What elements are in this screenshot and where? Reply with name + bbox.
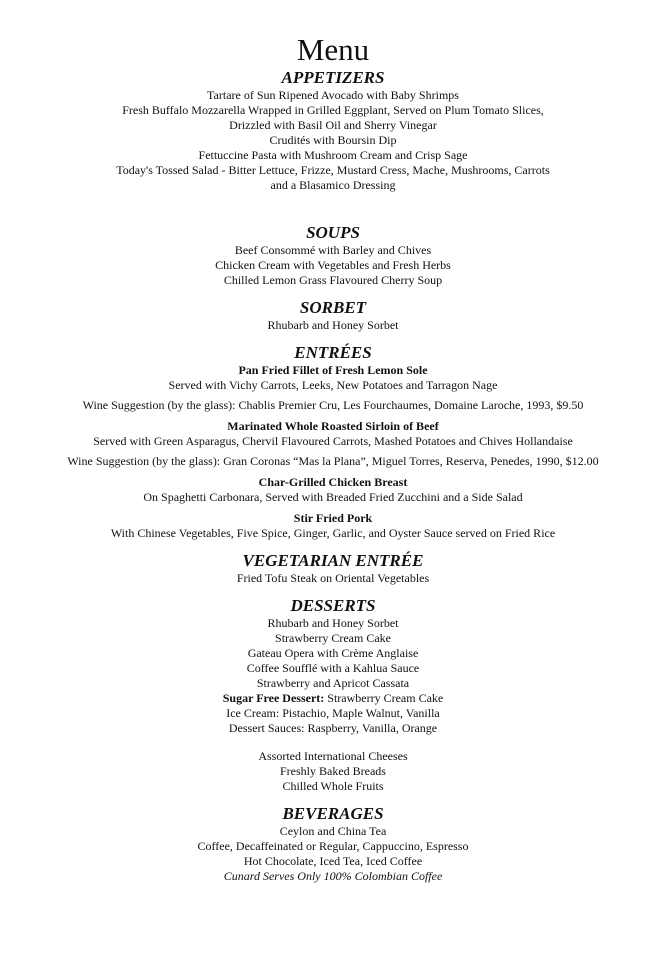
- entree-description: On Spaghetti Carbonara, Served with Breaded Fried Zucchini and a Side Salad: [143, 490, 523, 504]
- entree-description: Served with Vichy Carrots, Leeks, New Potatoes and Tarragon Nage: [168, 378, 498, 392]
- menu-line: Crudités with Boursin Dip: [269, 133, 397, 147]
- menu-line: Fresh Buffalo Mozzarella Wrapped in Grilled Eggplant, Served on Plum Tomato Slices,: [122, 103, 544, 117]
- appetizers-section: [0, 68, 666, 193]
- menu-line: Tartare of Sun Ripened Avocado with Baby Shrimps: [207, 88, 459, 102]
- sorbet-section: [0, 298, 666, 333]
- menu-line: Dessert Sauces: Raspberry, Vanilla, Orange: [228, 721, 438, 735]
- section-heading-entrees: ENTRÉES: [294, 343, 372, 362]
- sugar-free-dessert-line: [0, 691, 666, 706]
- entree-name: Char-Grilled Chicken Breast: [258, 475, 408, 489]
- menu-line: Fettuccine Pasta with Mushroom Cream and Crisp Sage: [198, 148, 468, 162]
- sugar-free-value: Strawberry Cream Cake: [324, 691, 444, 705]
- entree-description: Served with Green Asparagus, Chervil Flavoured Carrots, Mashed Potatoes and Chives Hollandaise: [93, 434, 573, 448]
- wine-suggestion: Wine Suggestion (by the glass): Gran Coronas “Mas la Plana”, Miguel Torres, Reserva, Penedes, 1990, $12.00: [67, 454, 599, 468]
- beverages-section: [0, 804, 666, 884]
- menu-line: Chilled Whole Fruits: [282, 779, 384, 793]
- soups-section: [0, 223, 666, 288]
- entrees-section: [0, 343, 666, 541]
- wine-suggestion: Wine Suggestion (by the glass): Chablis Premier Cru, Les Fourchaumes, Domaine Laroche, 1993, $9.50: [82, 398, 584, 412]
- menu-line: Strawberry and Apricot Cassata: [256, 676, 410, 690]
- entree-description: With Chinese Vegetables, Five Spice, Ginger, Garlic, and Oyster Sauce served on Fried Rice: [110, 526, 556, 540]
- sugar-free-label: Sugar Free Dessert:: [222, 691, 325, 705]
- menu-line: Beef Consommé with Barley and Chives: [234, 243, 432, 257]
- entree-name: Stir Fried Pork: [293, 511, 373, 525]
- menu-line: Fried Tofu Steak on Oriental Vegetables: [236, 571, 430, 585]
- section-heading-soups: SOUPS: [306, 223, 360, 242]
- menu-line: Hot Chocolate, Iced Tea, Iced Coffee: [243, 854, 423, 868]
- menu-line: Rhubarb and Honey Sorbet: [267, 616, 399, 630]
- entree-name: Marinated Whole Roasted Sirloin of Beef: [227, 419, 439, 433]
- vegetarian-section: [0, 551, 666, 586]
- section-heading-beverages: BEVERAGES: [282, 804, 384, 823]
- section-heading-sorbet: SORBET: [299, 298, 367, 317]
- coffee-note: Cunard Serves Only 100% Colombian Coffee: [223, 869, 443, 883]
- menu-line: and a Blasamico Dressing: [270, 178, 396, 192]
- entree-name: Pan Fried Fillet of Fresh Lemon Sole: [238, 363, 428, 377]
- desserts-section: [0, 596, 666, 794]
- menu-line: Rhubarb and Honey Sorbet: [267, 318, 399, 332]
- menu-line: Coffee, Decaffeinated or Regular, Cappuccino, Espresso: [197, 839, 469, 853]
- menu-line: Assorted International Cheeses: [258, 749, 408, 763]
- menu-line: Chilled Lemon Grass Flavoured Cherry Soup: [223, 273, 443, 287]
- menu-line: Coffee Soufflé with a Kahlua Sauce: [246, 661, 420, 675]
- menu-line: Ice Cream: Pistachio, Maple Walnut, Vanilla: [226, 706, 440, 720]
- menu-line: Ceylon and China Tea: [279, 824, 387, 838]
- menu-line: Chicken Cream with Vegetables and Fresh Herbs: [215, 258, 451, 272]
- menu-line: Gateau Opera with Crème Anglaise: [247, 646, 419, 660]
- menu-line: Strawberry Cream Cake: [275, 631, 391, 645]
- section-heading-desserts: DESSERTS: [290, 596, 376, 615]
- section-heading-appetizers: APPETIZERS: [281, 68, 385, 87]
- menu-line: Today's Tossed Salad - Bitter Lettuce, Frizze, Mustard Cress, Mache, Mushrooms, Carrots: [116, 163, 550, 177]
- menu-line: Drizzled with Basil Oil and Sherry Vinegar: [229, 118, 437, 132]
- page-title: Menu: [296, 32, 370, 67]
- menu-line: Freshly Baked Breads: [280, 764, 386, 778]
- section-heading-vegetarian: VEGETARIAN ENTRÉE: [242, 551, 424, 570]
